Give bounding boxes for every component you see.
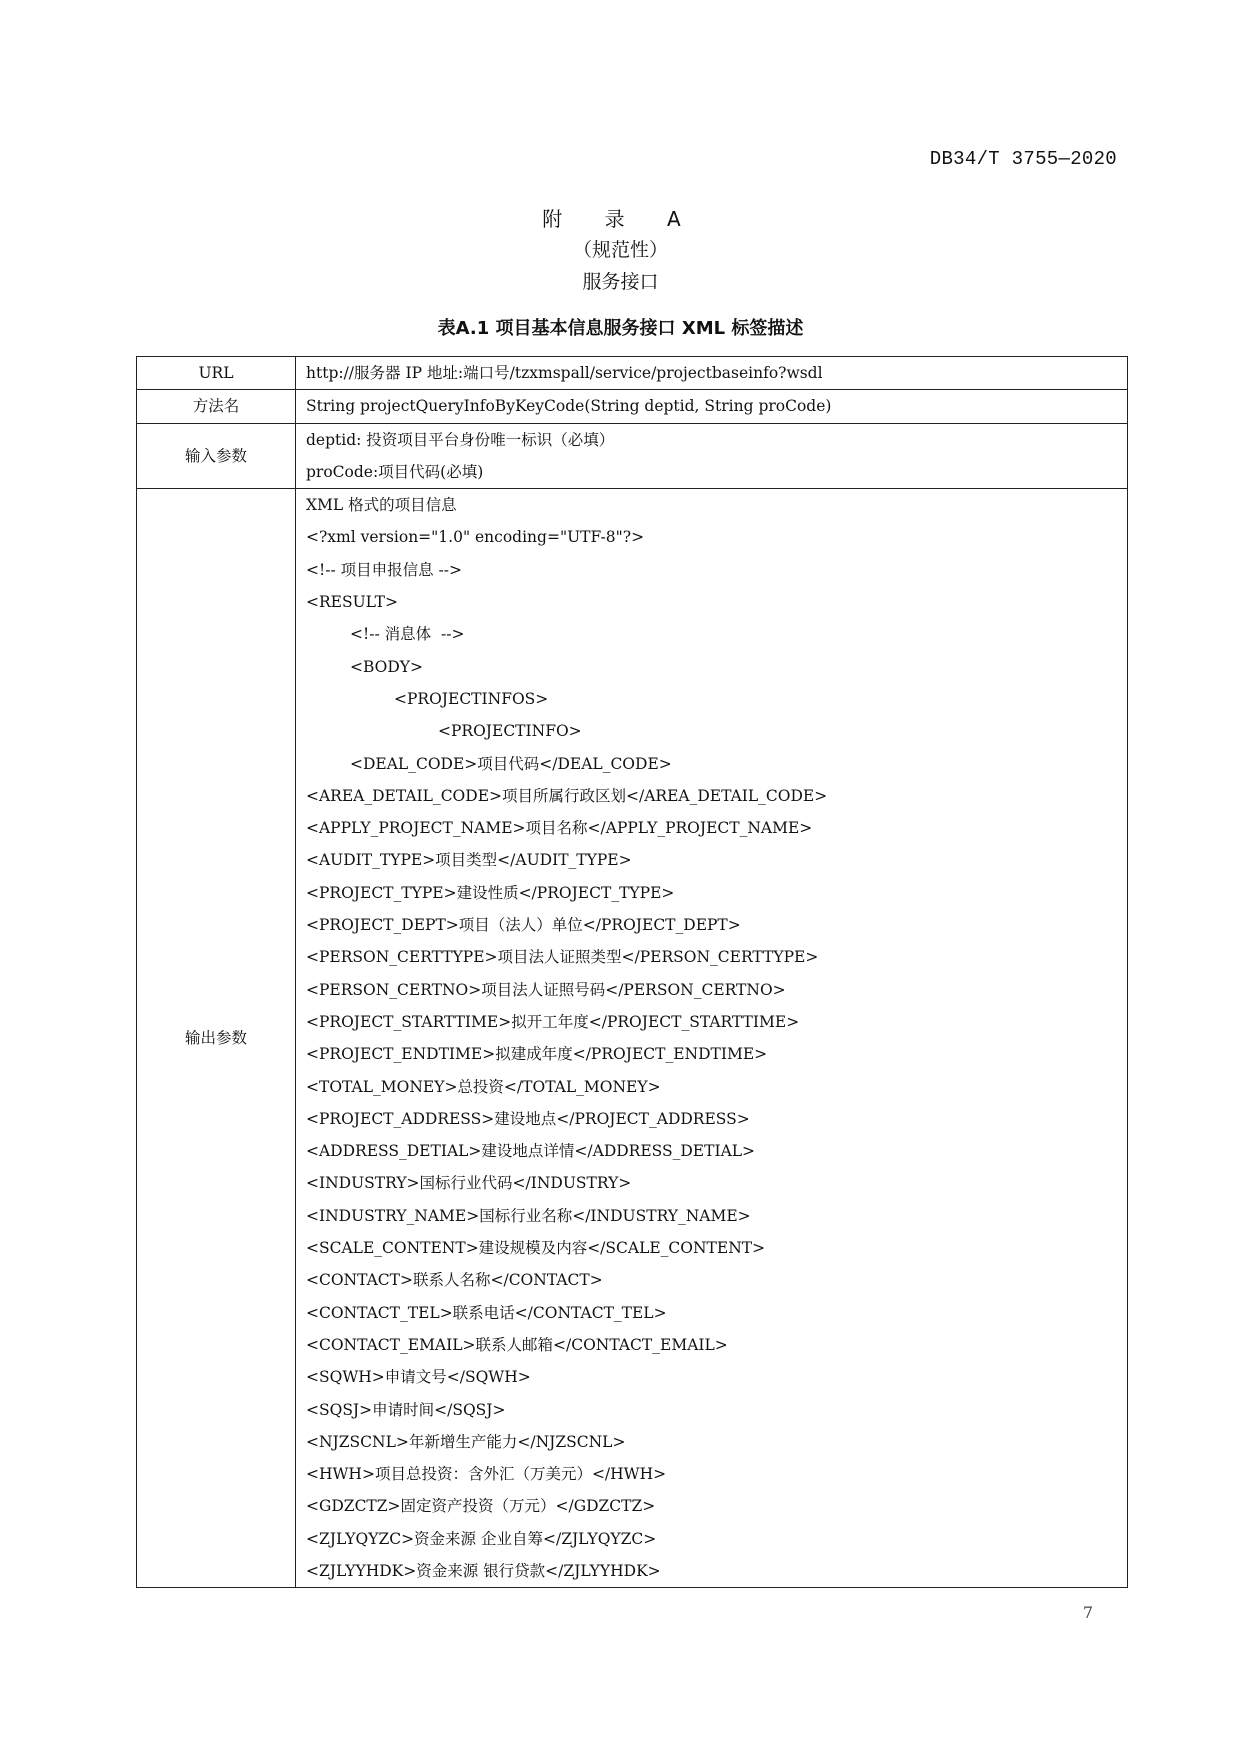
table-caption: 表A.1 项目基本信息服务接口 XML 标签描述: [437, 318, 804, 339]
output-line: <ZJLYYHDK>资金来源 银行贷款</ZJLYYHDK>: [306, 1561, 661, 1580]
output-line: <CONTACT>联系人名称</CONTACT>: [306, 1271, 603, 1290]
appendix-label: 附 录 A: [542, 207, 699, 231]
output-line: <!-- 消息体 -->: [350, 625, 465, 644]
output-line: <PROJECT_TYPE>建设性质</PROJECT_TYPE>: [306, 883, 675, 902]
output-line: <PROJECT_STARTTIME>拟开工年度</PROJECT_STARTTIME>: [306, 1012, 800, 1031]
output-line: <PERSON_CERTNO>项目法人证照号码</PERSON_CERTNO>: [306, 980, 786, 999]
url-label: URL: [137, 357, 296, 390]
output-label: 输出参数: [137, 489, 296, 1588]
output-line: <PROJECT_ADDRESS>建设地点</PROJECT_ADDRESS>: [306, 1109, 750, 1128]
table-row-output: [137, 489, 1128, 1588]
output-line: <PROJECTINFOS>: [394, 689, 549, 708]
page-number: 7: [1082, 1603, 1093, 1622]
output-line: <AREA_DETAIL_CODE>项目所属行政区划</AREA_DETAIL_CODE>: [306, 786, 828, 805]
appendix-title: 服务接口: [582, 271, 659, 293]
output-line: <NJZSCNL>年新增生产能力</NJZSCNL>: [306, 1432, 626, 1451]
method-value: String projectQueryInfoByKeyCode(String deptid, String proCode): [296, 390, 1128, 423]
output-line: <INDUSTRY>国标行业代码</INDUSTRY>: [306, 1174, 632, 1193]
table-row-method: [137, 390, 1128, 423]
output-line: <PROJECT_DEPT>项目（法人）单位</PROJECT_DEPT>: [306, 916, 741, 935]
output-line: <DEAL_CODE>项目代码</DEAL_CODE>: [350, 754, 672, 773]
input-label: 输入参数: [137, 423, 296, 489]
input-line: deptid: 投资项目平台身份唯一标识（必填）: [306, 430, 615, 449]
output-line: <CONTACT_TEL>联系电话</CONTACT_TEL>: [306, 1303, 667, 1322]
output-line: <RESULT>: [306, 593, 399, 612]
table-row-url: [137, 357, 1128, 390]
output-line: <!-- 项目申报信息 -->: [306, 560, 463, 579]
output-line: <ADDRESS_DETIAL>建设地点详情</ADDRESS_DETIAL>: [306, 1142, 756, 1161]
output-line: <SQSJ>申请时间</SQSJ>: [306, 1400, 506, 1419]
output-line: <PROJECTINFO>: [438, 722, 582, 741]
output-line: <APPLY_PROJECT_NAME>项目名称</APPLY_PROJECT_NAME>: [306, 819, 813, 838]
table-row-input: [137, 423, 1128, 489]
output-line: <HWH>项目总投资：含外汇（万美元）</HWH>: [306, 1465, 667, 1484]
url-value: http://服务器 IP 地址:端口号/tzxmspall/service/projectbaseinfo?wsdl: [296, 357, 1128, 390]
output-line: <AUDIT_TYPE>项目类型</AUDIT_TYPE>: [306, 851, 632, 870]
appendix-nature: （规范性）: [572, 239, 668, 261]
output-line: XML 格式的项目信息: [306, 496, 457, 515]
input-value: [296, 423, 1128, 489]
output-line: <SQWH>申请文号</SQWH>: [306, 1368, 531, 1387]
output-line: <CONTACT_EMAIL>联系人邮箱</CONTACT_EMAIL>: [306, 1335, 728, 1354]
output-line: <BODY>: [350, 657, 424, 676]
output-line: <SCALE_CONTENT>建设规模及内容</SCALE_CONTENT>: [306, 1239, 766, 1258]
output-line: <INDUSTRY_NAME>国标行业名称</INDUSTRY_NAME>: [306, 1206, 751, 1225]
input-line: proCode:项目代码(必填): [306, 462, 484, 481]
output-line: <TOTAL_MONEY>总投资</TOTAL_MONEY>: [306, 1077, 661, 1096]
interface-spec-table: [136, 356, 1128, 1588]
output-line: <ZJLYQYZC>资金来源 企业自筹</ZJLYQYZC>: [306, 1529, 657, 1548]
output-line: <GDZCTZ>固定资产投资（万元）</GDZCTZ>: [306, 1497, 656, 1516]
output-value: [296, 489, 1128, 1588]
output-line: <PROJECT_ENDTIME>拟建成年度</PROJECT_ENDTIME>: [306, 1045, 768, 1064]
output-line: <?xml version="1.0" encoding="UTF-8"?>: [306, 528, 645, 547]
output-line: <PERSON_CERTTYPE>项目法人证照类型</PERSON_CERTTYPE>: [306, 948, 819, 967]
standard-code: DB34/T 3755—2020: [929, 148, 1117, 170]
method-label: 方法名: [137, 390, 296, 423]
